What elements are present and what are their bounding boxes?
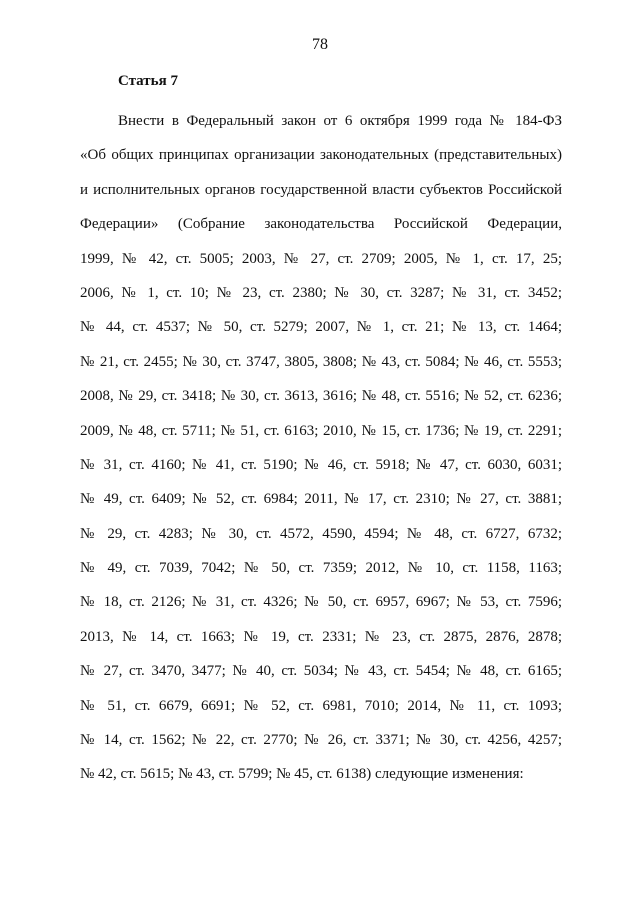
body-line: 2006, № 1, ст. 10; № 23, ст. 2380; № 30, ст. 3287; № 31, ст. 3452; xyxy=(80,284,562,301)
body-line: Федерации» (Собрание законодательства Российской Федерации, xyxy=(80,216,562,233)
body-line: 2013, № 14, ст. 1663; № 19, ст. 2331; № 23, ст. 2875, 2876, 2878; xyxy=(80,628,562,645)
body-line: 2009, № 48, ст. 5711; № 51, ст. 6163; 2010, № 15, ст. 1736; № 19, ст. 2291; xyxy=(80,422,562,439)
body-line: № 42, ст. 5615; № 43, ст. 5799; № 45, ст. 6138) следующие изменения: xyxy=(80,766,524,783)
body-line: № 21, ст. 2455; № 30, ст. 3747, 3805, 3808; № 43, ст. 5084; № 46, ст. 5553; xyxy=(80,353,562,370)
body-line: и исполнительных органов государственной власти субъектов Российской xyxy=(80,181,562,198)
body-line: 2008, № 29, ст. 3418; № 30, ст. 3613, 3616; № 48, ст. 5516; № 52, ст. 6236; xyxy=(80,388,562,405)
body-line: № 44, ст. 4537; № 50, ст. 5279; 2007, № 1, ст. 21; № 13, ст. 1464; xyxy=(80,319,562,336)
body-line: № 27, ст. 3470, 3477; № 40, ст. 5034; № 43, ст. 5454; № 48, ст. 6165; xyxy=(80,663,562,680)
body-line: 1999, № 42, ст. 5005; 2003, № 27, ст. 2709; 2005, № 1, ст. 17, 25; xyxy=(80,250,562,267)
body-line: Внести в Федеральный закон от 6 октября 1999 года № 184-ФЗ xyxy=(118,113,562,129)
body-line: № 31, ст. 4160; № 41, ст. 5190; № 46, ст. 5918; № 47, ст. 6030, 6031; xyxy=(80,456,562,473)
article-body xyxy=(80,104,562,792)
body-line: «Об общих принципах организации законодательных (представительных) xyxy=(80,147,562,164)
article-title: Статья 7 xyxy=(118,73,178,89)
body-line: № 51, ст. 6679, 6691; № 52, ст. 6981, 7010; 2014, № 11, ст. 1093; xyxy=(80,697,562,714)
page-number: 78 xyxy=(312,36,328,53)
body-line: № 14, ст. 1562; № 22, ст. 2770; № 26, ст. 3371; № 30, ст. 4256, 4257; xyxy=(80,732,562,749)
body-line: № 49, ст. 6409; № 52, ст. 6984; 2011, № 17, ст. 2310; № 27, ст. 3881; xyxy=(80,491,562,508)
body-line: № 29, ст. 4283; № 30, ст. 4572, 4590, 4594; № 48, ст. 6727, 6732; xyxy=(80,525,562,542)
body-line: № 49, ст. 7039, 7042; № 50, ст. 7359; 2012, № 10, ст. 1158, 1163; xyxy=(80,560,562,577)
body-line: № 18, ст. 2126; № 31, ст. 4326; № 50, ст. 6957, 6967; № 53, ст. 7596; xyxy=(80,594,562,611)
